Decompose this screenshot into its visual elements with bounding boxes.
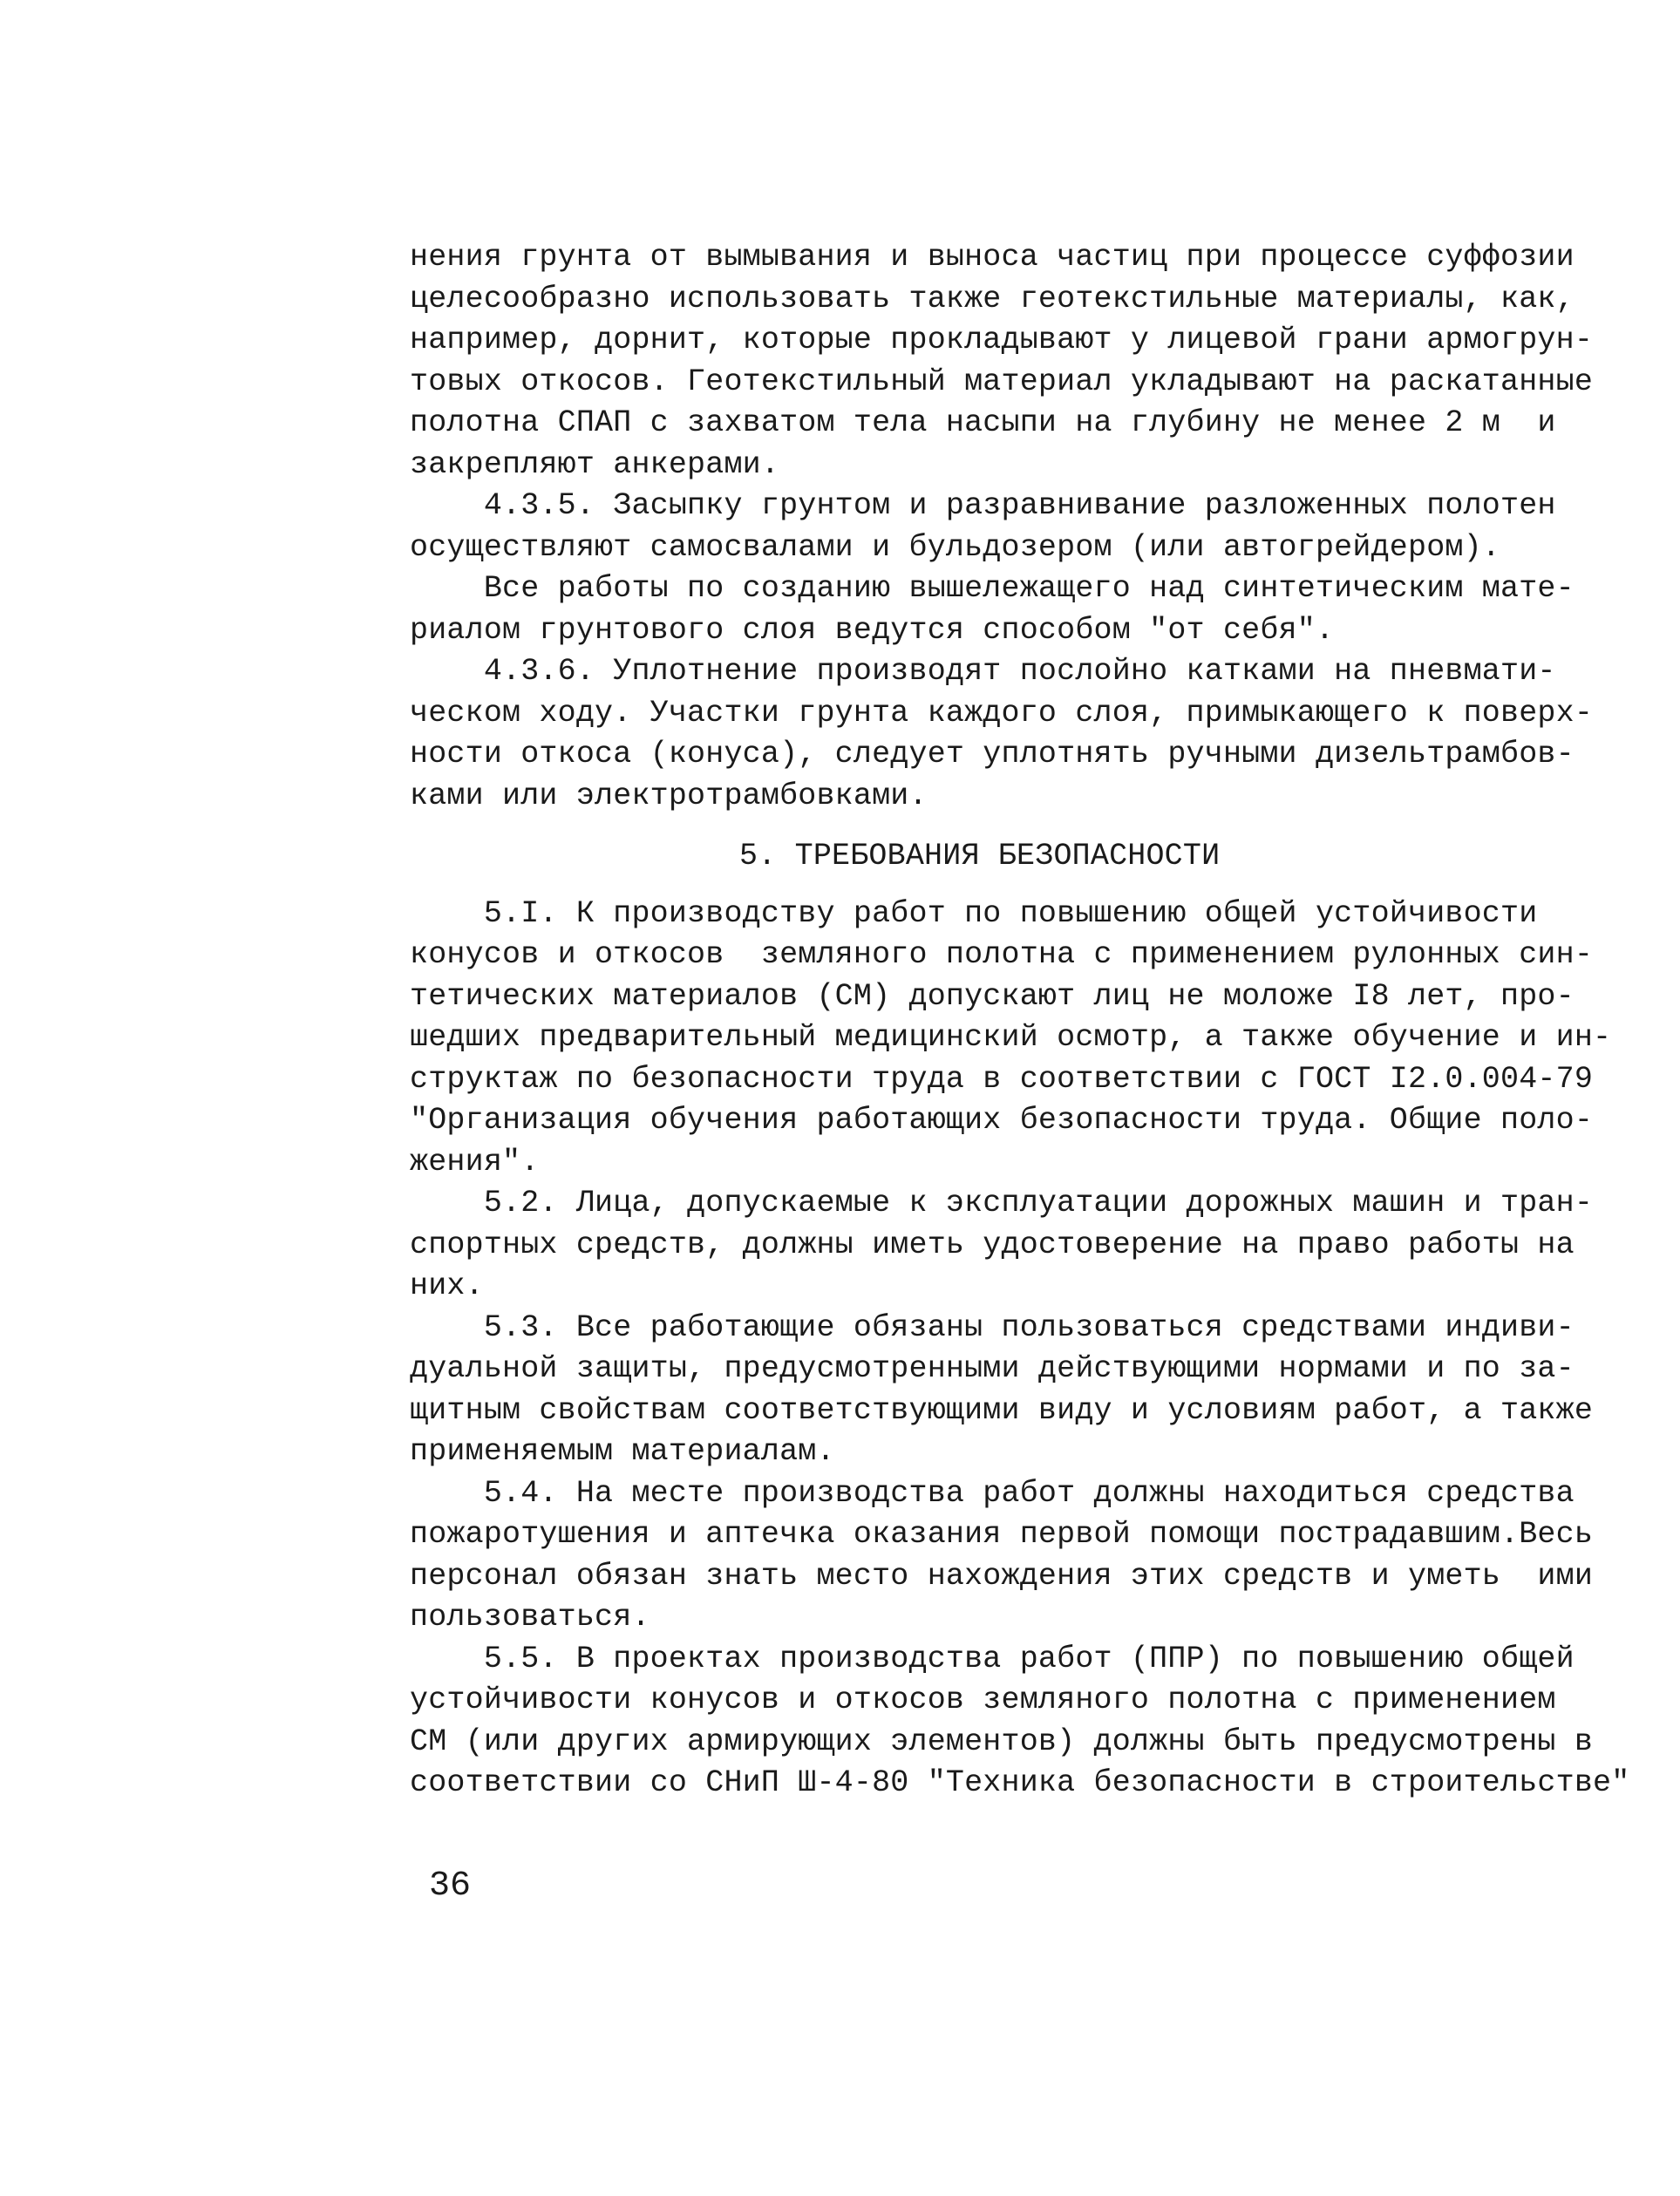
text-line: структаж по безопасности труда в соответствии с ГОСТ I2.0.004-79 xyxy=(410,1061,1594,1097)
text-line: полотна СПАП с захватом тела насыпи на глубину не менее 2 м и xyxy=(410,405,1556,440)
text-line: применяемым материалам. xyxy=(410,1434,835,1469)
text-line: шедших предварительный медицинский осмотр, а также обучение и ин- xyxy=(410,1020,1612,1055)
text-line: тетических материалов (СМ) допускают лиц не моложе I8 лет, про- xyxy=(410,978,1575,1014)
text-line: жения". xyxy=(410,1144,540,1180)
text-line: персонал обязан знать место нахождения этих средств и уметь ими xyxy=(410,1558,1594,1594)
text-line: например, дорнит, которые прокладывают у лицевой грани армогрун- xyxy=(410,323,1594,357)
text-line: СМ (или других армирующих элементов) должны быть предусмотрены в xyxy=(410,1723,1594,1759)
text-line: 5.I. К производству работ по повышению общей устойчивости xyxy=(410,895,1538,931)
text-line: 4.3.5. Засыпку грунтом и разравнивание разложенных полотен xyxy=(410,488,1556,523)
text-line: 5.3. Все работающие обязаны пользоваться средствами индиви- xyxy=(410,1309,1575,1345)
text-line: ками или электротрамбовками. xyxy=(410,778,928,813)
text-line: конусов и откосов земляного полотна с применением рулонных син- xyxy=(410,937,1594,972)
text-line: товых откосов. Геотекстильный материал укладывают на раскатанные xyxy=(410,364,1594,399)
text-line: Все работы по созданию вышележащего над синтетическим мате- xyxy=(410,571,1575,606)
text-line: спортных средств, должны иметь удостоверение на право работы на xyxy=(410,1227,1575,1262)
text-line: целесообразно использовать также геотекстильные материалы, как, xyxy=(410,281,1575,316)
text-line: пользоваться. xyxy=(410,1600,650,1635)
text-line: ности откоса (конуса), следует уплотнять ручными дизельтрамбов- xyxy=(410,737,1575,772)
page-number: 36 xyxy=(429,1866,472,1906)
text-line: нения грунта от вымывания и выноса частиц при процессе суффозии xyxy=(410,240,1575,275)
text-line: осуществляют самосвалами и бульдозером (или автогрейдером). xyxy=(410,529,1501,565)
text-line: закрепляют анкерами. xyxy=(410,446,780,482)
text-line: 5.2. Лица, допускаемые к эксплуатации дорожных машин и тран- xyxy=(410,1186,1594,1220)
text-line: щитным свойствам соответствующими виду и условиям работ, а также xyxy=(410,1392,1594,1428)
text-line: 4.3.6. Уплотнение производят послойно катками на пневмати- xyxy=(410,654,1556,689)
text-line: "Организация обучения работающих безопасности труда. Общие поло- xyxy=(410,1103,1594,1138)
text-line: дуальной защиты, предусмотренными действующими нормами и по за- xyxy=(410,1351,1575,1386)
text-line: них. xyxy=(410,1268,484,1303)
text-line: 5.5. В проектах производства работ (ППР) по повышению общей xyxy=(410,1641,1575,1676)
text-line: соответствии со СНиП Ш-4-80 "Техника безопасности в строительстве" xyxy=(410,1765,1630,1800)
section-heading: 5. ТРЕБОВАНИЯ БЕЗОПАСНОСТИ xyxy=(739,839,1221,874)
text-line: 5.4. На месте производства работ должны находиться средства xyxy=(410,1475,1575,1511)
text-line: пожаротушения и аптечка оказания первой помощи пострадавшим.Весь xyxy=(410,1517,1594,1552)
body-text xyxy=(410,237,1630,1805)
text-line: устойчивости конусов и откосов земляного полотна с применением xyxy=(410,1683,1556,1717)
text-line: риалом грунтового слоя ведутся способом "от себя". xyxy=(410,612,1335,648)
text-line: ческом ходу. Участки грунта каждого слоя, примыкающего к поверх- xyxy=(410,695,1594,731)
